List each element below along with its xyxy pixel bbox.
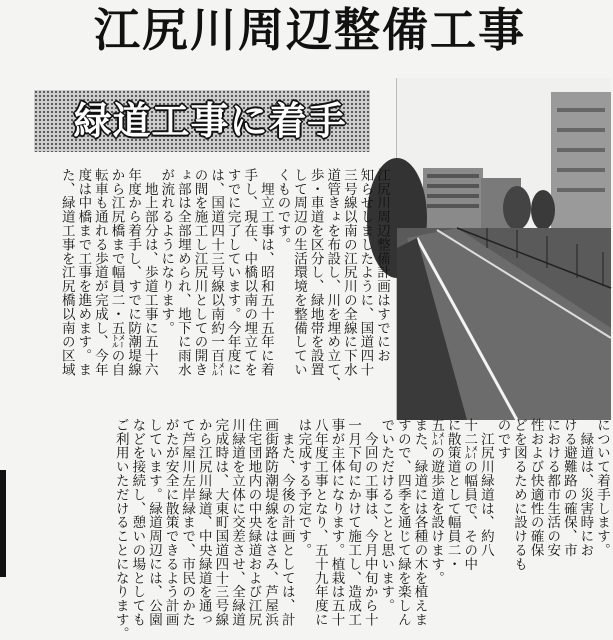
article-body-right: について着手します。 緑道は、災害時にお ける避難路の確保、市 における都市生活の安 性および快適性の確保 どを図るために設けるも のです 江尻川緑道は、約八 十二㍍の幅員で、その中 に散策道として幅員二・ 五㍍の遊歩道を設けます。 また、緑道には各種の木を植えま すので、四季を通じて緑を楽しん でいただけることと思います。 今回の工事は、今月中旬から十 一月下旬にかけて施工し、造成工 事が主体になります。植栽は五十 八年度工事となり、五十九年度に は完成する予定です。 また、今後の計画としては、計 画街路防潮堤線をはさみ、芦屋浜 住宅団地内の中央緑道および江尻 川緑道を立体に交差させ、全緑道 完成時は、大東町国道四十三号線 から江尻川緑道、中央緑道を通っ て芦屋川左岸緑まで、市民のかた がたが安全に散策できるよう計画 しています。緑道周辺には、公園 などを接続し、憩いの場としても ご利用いただけることになります。 [112, 418, 610, 640]
street-construction-photo [396, 78, 611, 420]
article-subheadline: 緑道工事に着手 [73, 99, 347, 143]
article-body-left: 江尻川周辺整備計画はすでにお 知らせしましたように、国道四十 三号線以南の江尻川の全線に下水 道管きょを布設し、川を埋め立て、 歩・車道を区分し、緑地帯を設置 して周辺の生活環境を整備してい くものです。 埋立工事は、昭和五十五年に着 手し、現在、中橋以南の埋立てを すでに完了しています。今年度に は、国道四十三号線以南約一百㍍ の間を施工し江尻川としての開き ょ部は全部埋められ、地下に雨水 が流れるようになります。 地上部分は、歩道工事に五十六 年度から着手し、すでに防潮堤線 から江尻橋まで幅員二・五㍍の自 転車も通れる歩道が完成し、今年 度は中橋まで工事を進めます。ま た、緑道工事を江尻橋以南の区域 [58, 168, 390, 391]
photo-illustration [397, 78, 611, 420]
article-headline: 江尻川周辺整備工事 [94, 3, 526, 57]
margin-rule [0, 470, 6, 577]
